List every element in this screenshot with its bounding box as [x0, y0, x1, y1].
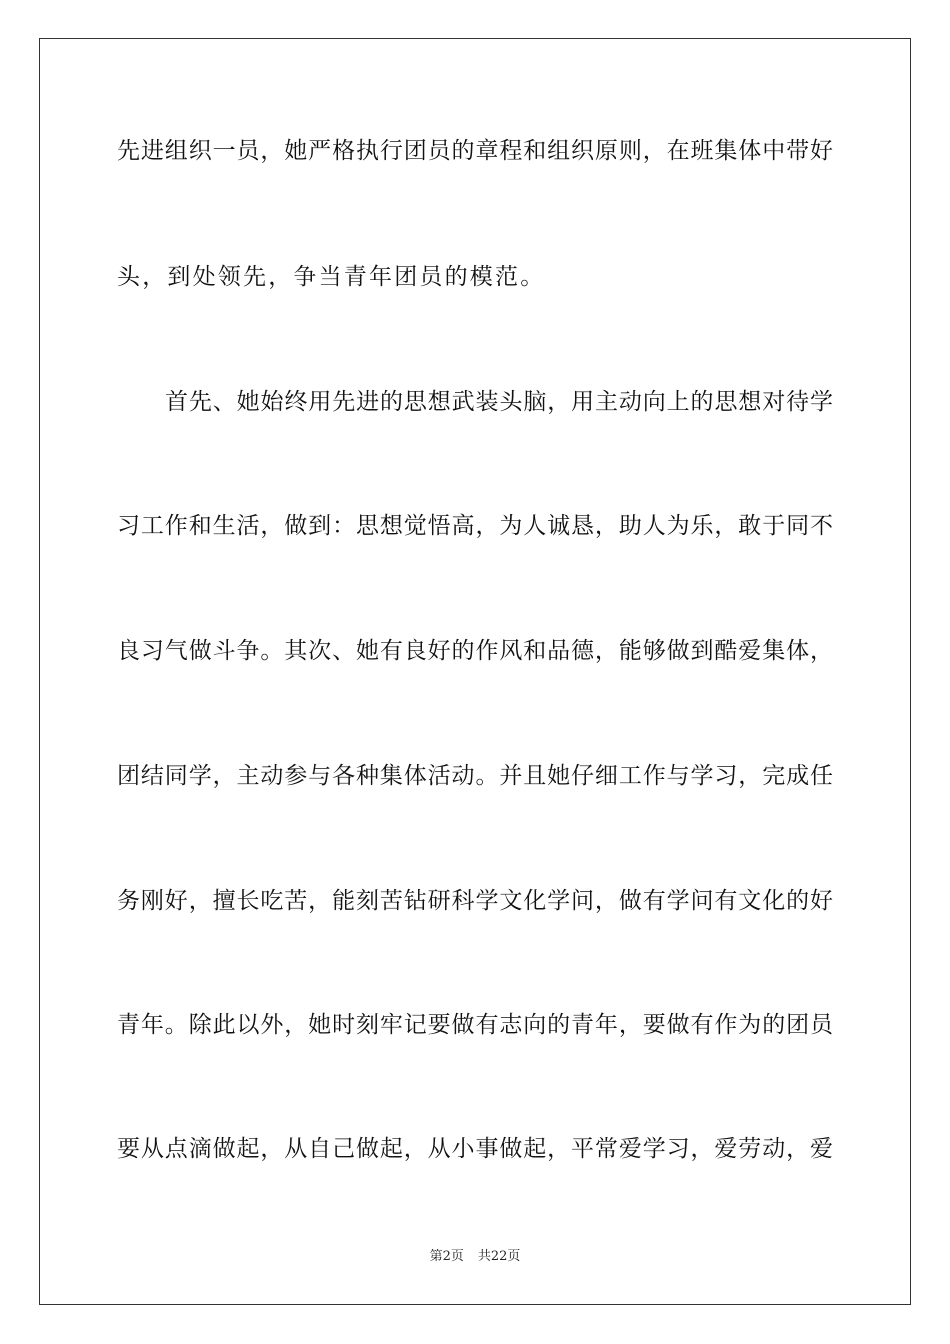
page-number: 第2页	[429, 1249, 464, 1264]
text-line-3: 首先、她始终用先进的思想武装头脑，用主动向上的思想对待学	[165, 389, 833, 415]
text-line-9: 要从点滴做起，从自己做起，从小事做起，平常爱学习，爱劳动，爱	[117, 1136, 833, 1162]
text-line-4: 习工作和生活，做到：思想觉悟高，为人诚恳，助人为乐，敢于同不	[117, 513, 833, 539]
text-line-7: 务刚好，擅长吃苦，能刻苦钻研科学文化学问，做有学问有文化的好	[117, 888, 833, 914]
total-pages: 共22页	[477, 1249, 521, 1264]
text-line-8: 青年。除此以外，她时刻牢记要做有志向的青年，要做有作为的团员	[117, 1012, 833, 1038]
text-line-1: 先进组织一员，她严格执行团员的章程和组织原则，在班集体中带好	[117, 138, 833, 164]
page-border	[39, 38, 911, 1305]
text-line-6: 团结同学，主动参与各种集体活动。并且她仔细工作与学习，完成任	[117, 763, 833, 789]
page-footer	[0, 1248, 950, 1266]
text-line-2: 头，到处领先，争当青年团员的模范。	[117, 264, 546, 290]
text-line-5: 良习气做斗争。其次、她有良好的作风和品德，能够做到酷爱集体，	[117, 638, 833, 664]
